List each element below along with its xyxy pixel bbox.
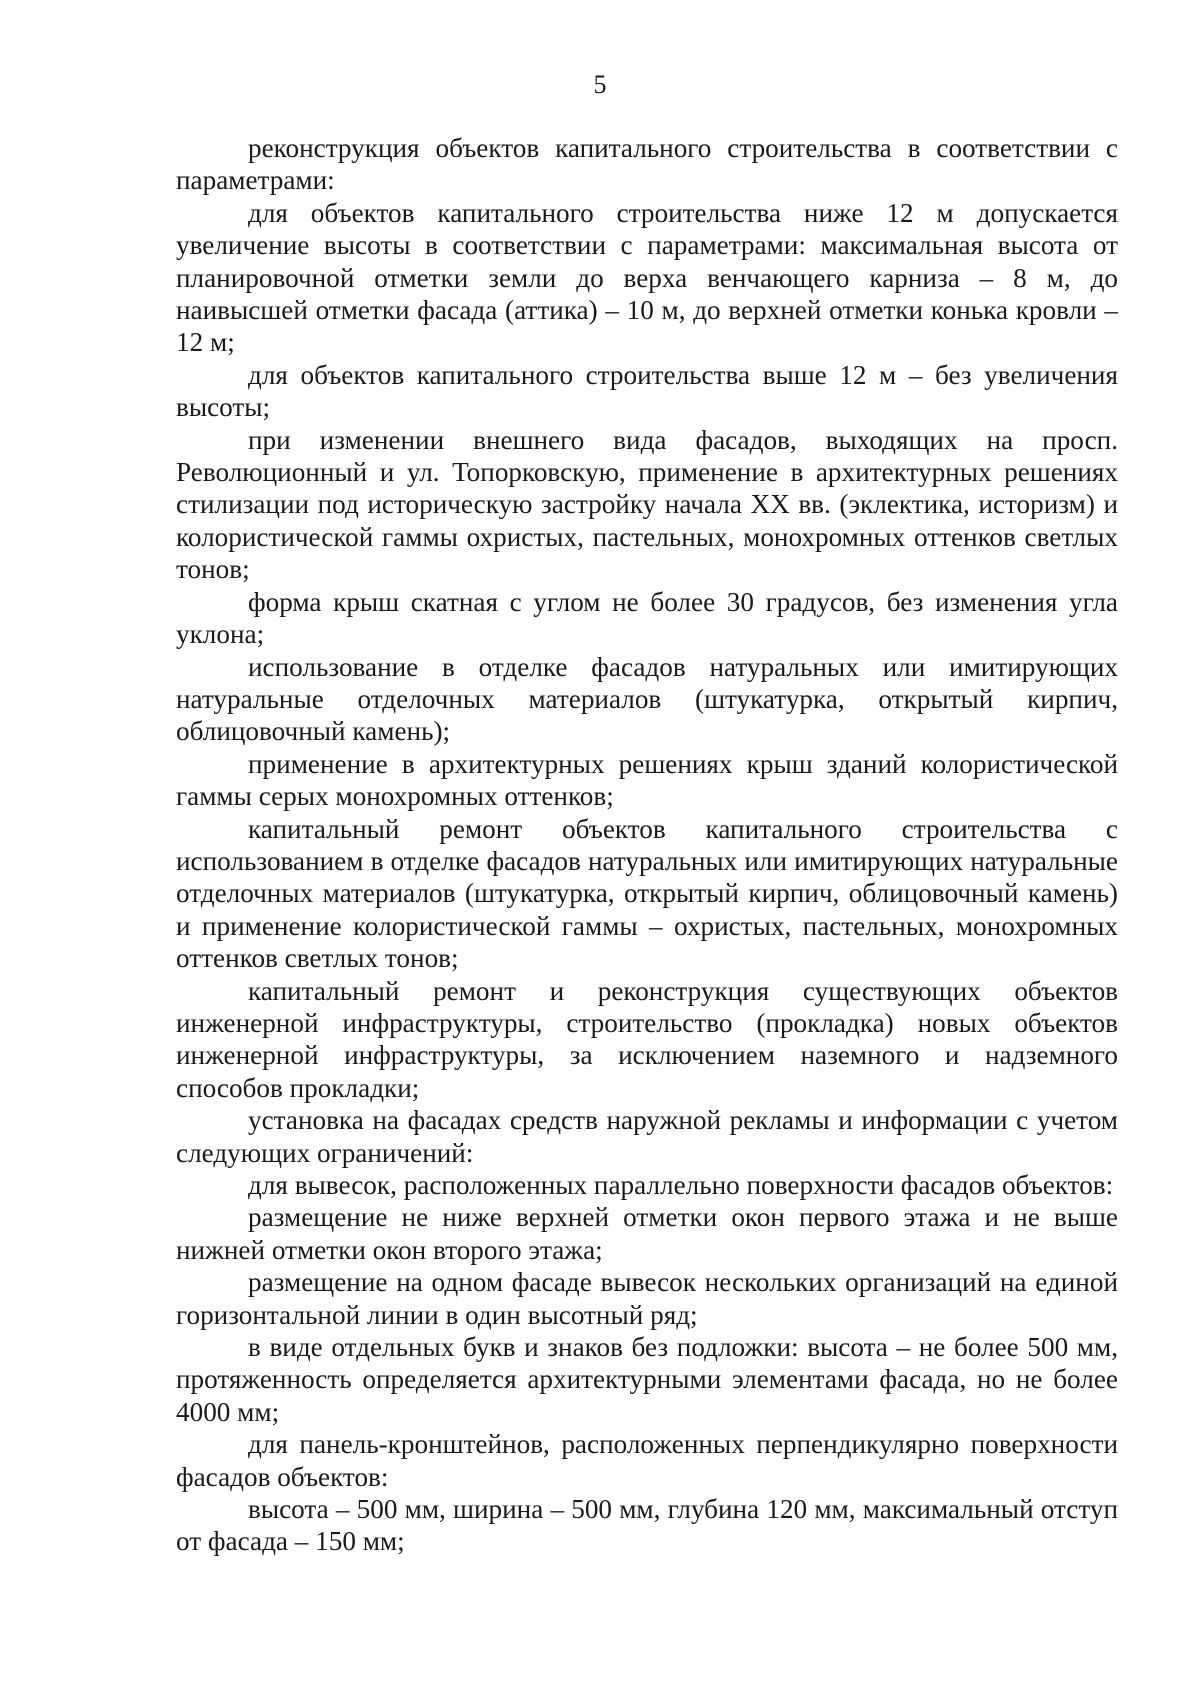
paragraph-height-below-12m: для объектов капитального строительства ниже 12 м допускается увеличение высоты в соответствии с параметрами: максимальная высота от планировочной отметки земли до верха венчающего карниза – 8 м, до наивысшей отметки фасада (аттика) – 10 м, до верхней отметки конька кровли – 12 м; — [176, 197, 1118, 358]
paragraph-height-above-12m: для объектов капитального строительства выше 12 м – без увеличения высоты; — [176, 359, 1118, 423]
paragraph-capital-repair: капитальный ремонт объектов капитального строительства с использованием в отделке фасадов натуральных или имитирующих натуральные отделочных материалов (штукатурка, открытый кирпич, облицовочный камень) и применение колористической гаммы – охристых, пастельных, монохромных оттенков светлых тонов; — [176, 813, 1118, 974]
paragraph-sign-single-row: размещение на одном фасаде вывесок нескольких организаций на единой горизонтальной линии в один высотный ряд; — [176, 1267, 1118, 1330]
paragraph-reconstruction: реконструкция объектов капитального строительства в соответствии с параметрами: — [176, 133, 1118, 196]
document-body — [176, 132, 1118, 1558]
paragraph-sign-letters: в виде отдельных букв и знаков без подложки: высота – не более 500 мм, протяженность определяется архитектурными элементами фасада, но не более 4000 мм; — [176, 1332, 1118, 1427]
paragraph-advertising: установка на фасадах средств наружной рекламы и информации с учетом следующих ограничений: — [176, 1105, 1118, 1168]
paragraph-facade-materials: использование в отделке фасадов натуральных или имитирующих натуральные отделочных материалов (штукатурка, открытый кирпич, облицовочный камень); — [176, 651, 1118, 747]
page-number: 5 — [593, 70, 607, 99]
paragraph-bracket-dimensions: высота – 500 мм, ширина – 500 мм, глубина 120 мм, максимальный отступ от фасада – 150 мм; — [176, 1494, 1118, 1557]
paragraph-facade-stylization: при изменении внешнего вида фасадов, выходящих на просп. Революционный и ул. Топорковскую, применение в архитектурных решениях стилизации под историческую застройку начала XX вв. (эклектика, историзм) и колористической гаммы охристых, пастельных, монохромных оттенков светлых тонов; — [176, 424, 1118, 585]
paragraph-sign-placement-height: размещение не ниже верхней отметки окон первого этажа и не выше нижней отметки окон второго этажа; — [176, 1202, 1118, 1265]
paragraph-engineering-infrastructure: капитальный ремонт и реконструкция существующих объектов инженерной инфраструктуры, строительство (прокладка) новых объектов инженерной инфраструктуры, за исключением наземного и надземного способов прокладки; — [176, 975, 1118, 1103]
paragraph-roof-colors: применение в архитектурных решениях крыш зданий колористической гаммы серых монохромных оттенков; — [176, 748, 1118, 812]
paragraph-panel-brackets: для панель-кронштейнов, расположенных перпендикулярно поверхности фасадов объектов: — [176, 1429, 1118, 1492]
paragraph-parallel-signs: для вывесок, расположенных параллельно поверхности фасадов объектов: — [248, 1170, 1114, 1200]
paragraph-roof-shape: форма крыш скатная с углом не более 30 градусов, без изменения угла уклона; — [176, 586, 1118, 650]
